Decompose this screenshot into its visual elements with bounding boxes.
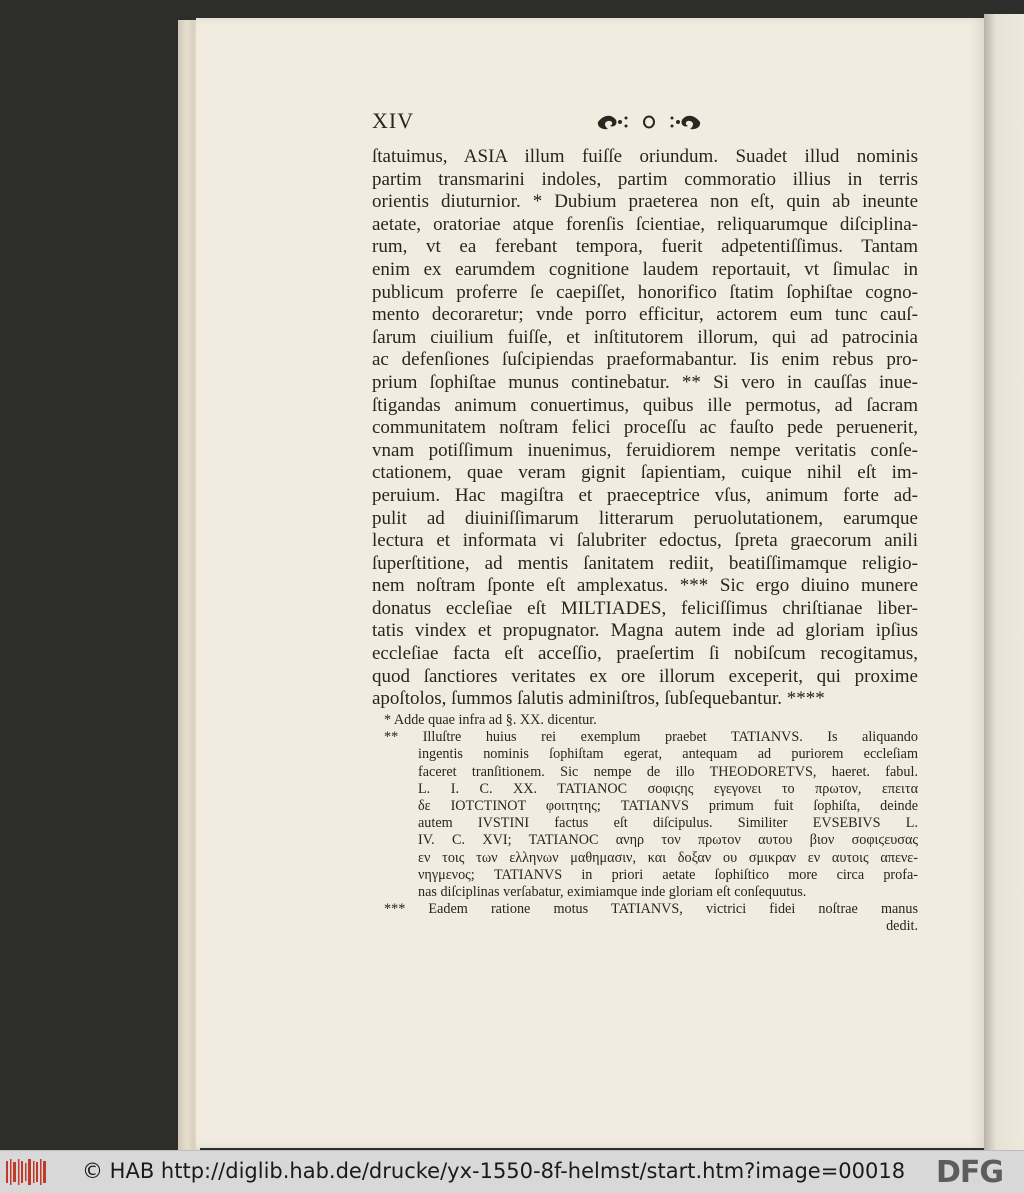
body-line: ſtigandas animum conuertimus, quibus ille permotus, ad ſacram [372, 394, 918, 416]
body-line: orientis diuturnior. * Dubium praeterea non eſt, quin ab ineunte [372, 191, 918, 213]
footnote-line: dedit. [886, 918, 918, 935]
body-line: nem noſtram ſponte eſt amplexatus. *** Sic ergo diuino munere [372, 575, 918, 597]
body-line: aetate, oratoriae atque forenſis ſcientiae, reliquarumque diſciplina- [372, 213, 918, 235]
body-line: tatis vindex et propugnator. Magna autem inde ad gloriam ipſius [372, 620, 918, 642]
body-line: pulit ad diuiniſſimarum litterarum peruolutationem, earumque [372, 507, 918, 529]
folio-number: XIV [372, 108, 415, 133]
footnote-line: L. I. C. XX. TATIANOC σοφιϛης εγεγονει το πρωτον, επειτα [418, 780, 918, 797]
footnotes [384, 712, 918, 936]
body-line: ſuperſtitione, ad mentis ſanitatem rediit, beatiſſimamque religio- [372, 552, 918, 574]
body-line: partim transmarini indoles, partim commoratio illius in terris [372, 168, 918, 190]
body-text [372, 146, 918, 711]
printer-ornament [594, 110, 704, 134]
body-line: prium ſophiſtae munus continebatur. ** Si vero in cauſſas inue- [372, 371, 918, 393]
body-line: apoſtolos, ſummos ſalutis adminiſtros, ſubſequebantur. **** [372, 688, 825, 710]
body-line: peruium. Hac magiſtra et praeceptrice vſus, animum forte ad- [372, 484, 918, 506]
running-header [372, 108, 912, 138]
body-line: enim ex earumdem cognitione laudem reportauit, vt ſimulac in [372, 258, 918, 280]
footnote-line: εν τοις των ελληνων μαθημασιν, και δοξαν ου σμικραν εν αυτοις απενε- [418, 849, 918, 866]
body-line: donatus eccleſiae eſt MILTIADES, feliciſſimus chriſtianae liber- [372, 597, 918, 619]
footnote-line: νηγμενος; TATIANVS in priori aetate ſophiſtico more circa profa- [418, 866, 918, 883]
body-line: communitatem noſtram felici proceſſu ac fauſto pede peruenerit, [372, 417, 918, 439]
barcode-icon [6, 1159, 48, 1185]
body-line: eccleſiae facta eſt acceſſio, praeſertim ſi nobiſcum recogitamus, [372, 643, 918, 665]
facing-page-edge [984, 14, 1024, 1150]
copyright-link[interactable]: © HAB http://diglib.hab.de/drucke/yx-1550-8f-helmst/start.htm?image=00018 [82, 1159, 906, 1183]
footnote-line: * Adde quae infra ad §. XX. dicentur. [384, 712, 597, 728]
footnote-line: *** Eadem ratione motus TATIANVS, victrici fidei noſtrae manus [384, 901, 918, 918]
body-line: quod ſanctiores veritates ex ore illorum exceperit, qui proxime [372, 665, 918, 687]
body-line: ctationem, quae veram gignit ſapientiam, cuique nihil eſt im- [372, 462, 918, 484]
body-line: vnam potiſſimum inuenimus, feruidiorem nempe veritatis conſe- [372, 439, 918, 461]
footnote-line: faceret tranſitionem. Sic nempe de illo THEODORETVS, haeret. fabul. [418, 763, 918, 780]
footnote-line: δε IOTCTINOT φοιτητης; TATIANVS primum fuit ſophiſta, deinde [418, 798, 918, 815]
body-line: publicum proferre ſe caepiſſet, honorifico ſtatim ſophiſtae cogno- [372, 281, 918, 303]
body-line: ſarum ciuilium fuiſſe, et inſtitutorem illorum, qui ad patrocinia [372, 326, 918, 348]
body-line: ſtatuimus, ASIA illum fuiſſe oriundum. Suadet illud nominis [372, 146, 918, 167]
footnote-line: autem IVSTINI factus eſt diſcipulus. Similiter EVSEBIVS L. [418, 815, 918, 832]
body-line: mento decoraretur; vnde porro efficitur, actorem eum tunc cauſ- [372, 304, 918, 326]
footnote-line: IV. C. XVI; TATIANOC ανηρ τον πρωτον αυτου βιον σοφιϛευσας [418, 832, 918, 849]
footnote-line: nas diſciplinas verſabatur, eximiamque inde gloriam eſt conſequutus. [418, 884, 807, 901]
footnote-line: ingentis nominis ſophiſtam egerat, antequam ad puriorem eccleſiam [418, 746, 918, 763]
footnote-line: ** Illuſtre huius rei exemplum praebet TATIANVS. Is aliquando [384, 729, 918, 746]
dfg-logo: DFG [936, 1155, 1004, 1190]
viewer-footer [0, 1150, 1024, 1193]
body-line: lectura et informata vi ſalubriter edoctus, ſpreta graecorum anili [372, 530, 918, 552]
body-line: rum, vt ea ferebant tempora, fuerit adpetentiſſimus. Tantam [372, 236, 918, 258]
body-line: ac defenſiones ſuſcipiendas praeformabantur. Iis enim rebus pro- [372, 349, 918, 371]
